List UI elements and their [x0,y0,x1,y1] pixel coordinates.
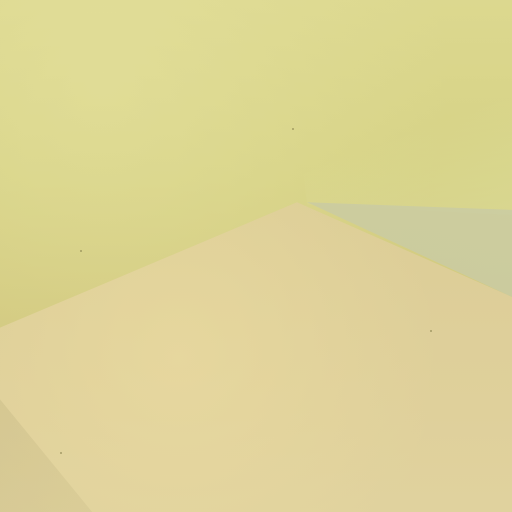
dust-speck [292,128,294,130]
dust-speck [60,452,62,454]
dust-speck [430,330,432,332]
dust-speck [80,250,82,252]
